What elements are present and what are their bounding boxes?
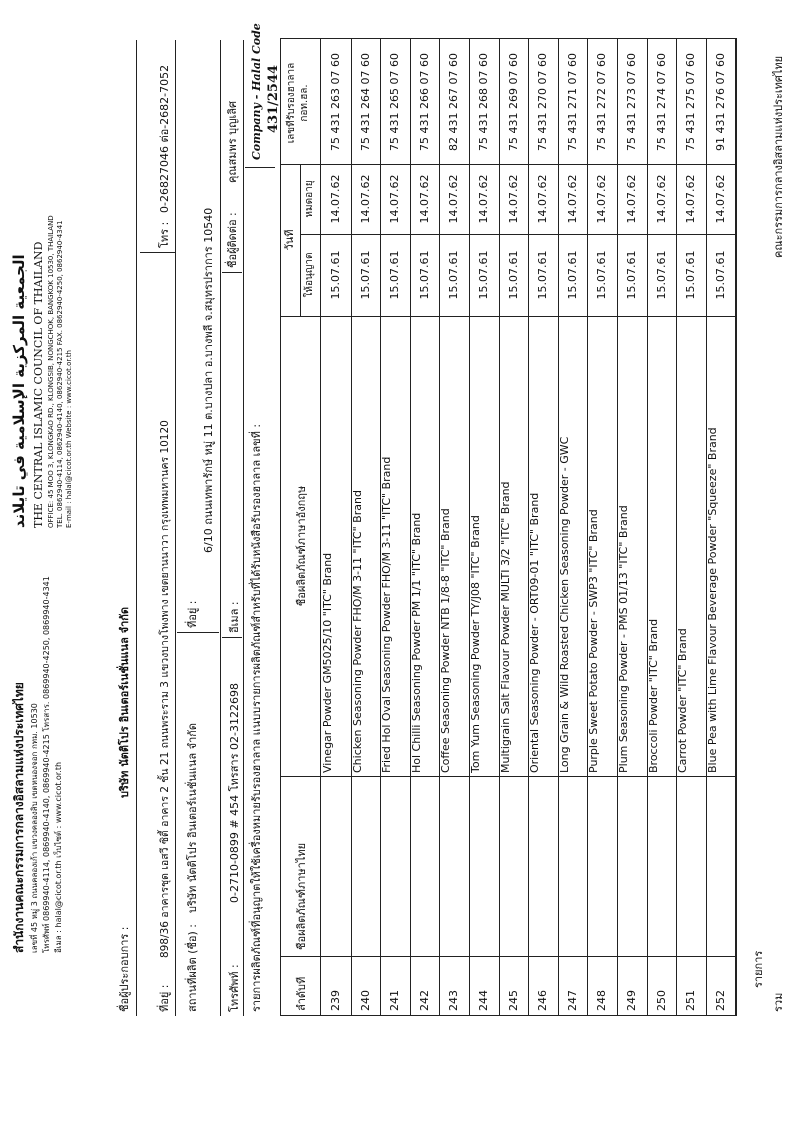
cell-cert-code: 75 431 272 07 60 — [595, 53, 609, 151]
table-row — [676, 39, 707, 1015]
col-header-expire: หมดอายุ — [304, 180, 315, 218]
cell-name-en: Vinegar Powder GM5025/10 "ITC" Brand — [321, 552, 334, 773]
cell-cert-code: 75 431 273 07 60 — [625, 53, 638, 151]
cell-expire: 14.07.62 — [684, 174, 698, 224]
cell-approved: 15.07.61 — [565, 250, 579, 300]
office-web-thai: อีเมล : halal@cicot.or.th เว็บไซต์ : www.cicot.or.th — [54, 761, 63, 953]
cell-name-en: Carrot Powder "ITC" Brand — [676, 628, 690, 773]
applicant-label: ชื่อผู้ประกอบการ : — [118, 926, 131, 1012]
table-row — [499, 39, 530, 1015]
office-name-en: THE CENTRAL ISLAMIC COUNCIL OF THAILAND — [32, 241, 45, 528]
cell-no: 246 — [536, 990, 550, 1011]
cell-no: 244 — [477, 990, 490, 1011]
cell-expire: 14.07.62 — [447, 174, 461, 224]
cell-name-en: Plum Seasoning Powder - PMS 01/13 "ITC" Brand — [617, 505, 630, 773]
cell-no: 252 — [713, 990, 727, 1011]
office-address-thai: เลขที่ 45 หมู่ 3 ถนนคลองเก้า แขวงคลองสิบ เขตหนองจอก กทม. 10530 — [30, 703, 39, 953]
col-header-name-thai: ชื่อผลิตภัณฑ์ภาษาไทย — [295, 842, 308, 950]
cell-no: 240 — [358, 990, 372, 1011]
cell-name-en: Chicken Seasoning Powder FHO/M 3-11 "ITC" Brand — [350, 490, 364, 773]
cell-cert-code: 75 431 274 07 60 — [654, 53, 668, 151]
col-header-no: ลำดับที่ — [295, 976, 308, 1011]
table-row — [558, 39, 589, 1015]
cell-no: 251 — [684, 990, 698, 1011]
table-row — [351, 39, 382, 1015]
office-phone-thai: โทรศัพท์ 0869940-4114, 0869940-4140, 0869940-4215 โทรสาร. 0869940-4250, 0869940-4341 — [42, 576, 51, 953]
cell-approved: 15.07.61 — [388, 250, 402, 300]
cell-name-en: Hol Chilli Seasoning Powder PM 1/1 "ITC" Brand — [409, 512, 423, 773]
factory-address-label: ที่อยู่ : — [186, 600, 199, 628]
col-header-approved: ให้อนุญาต — [304, 252, 315, 298]
contact-label: ชื่อผู้ติดต่อ : — [226, 212, 239, 268]
cell-no: 241 — [388, 990, 402, 1011]
cell-expire: 14.07.62 — [536, 174, 550, 224]
office-web-en: E-mail : halal@cicot.or.th Website : www.cicot.or.th — [65, 350, 73, 528]
phone-top-value: 0-26827046 ต่อ-2682-7052 — [158, 64, 171, 213]
cell-approved: 15.07.61 — [536, 250, 550, 300]
cell-cert-code: 75 431 265 07 60 — [388, 53, 402, 151]
table-row — [647, 39, 678, 1015]
cell-approved: 15.07.61 — [713, 250, 727, 300]
col-header-name-en: ชื่อผลิตภัณฑ์ภาษาอังกฤษ — [295, 485, 308, 607]
cell-cert-code: 75 431 270 07 60 — [536, 53, 550, 151]
cell-approved: 15.07.61 — [625, 250, 638, 300]
cell-approved: 15.07.61 — [684, 250, 698, 300]
cell-name-en: Purple Sweet Potato Powder - SWP3 "ITC" Brand — [587, 509, 601, 773]
table-row — [587, 39, 618, 1015]
col-header-date: วันที่ — [283, 229, 296, 251]
cell-name-en: Oriental Seasoning Powder - ORT09-01 "ITC" Brand — [528, 492, 542, 773]
table-row — [439, 39, 470, 1015]
cell-no: 249 — [625, 990, 638, 1011]
cell-expire: 14.07.62 — [595, 174, 609, 224]
cell-cert-code: 82 431 267 07 60 — [447, 53, 461, 151]
product-table — [280, 38, 737, 1016]
halal-code-value: 431/2544 — [266, 64, 281, 133]
table-row — [380, 39, 411, 1015]
table-row — [617, 39, 648, 1015]
table-row — [469, 39, 500, 1015]
cell-expire: 14.07.62 — [329, 174, 342, 224]
cell-cert-code: 75 431 263 07 60 — [329, 53, 342, 151]
cell-no: 239 — [329, 990, 342, 1011]
tel-value: 0-2710-0899 # 454 โทรสาร 02-3122698 — [228, 683, 241, 903]
col-header-cert-no: เลขที่รับรองฮาลาล กอท.ฮล. — [286, 62, 310, 144]
cell-name-en: Long Grain & Wild Roasted Chicken Seasoning Powder - GWC — [557, 436, 571, 773]
cell-expire: 14.07.62 — [477, 174, 490, 224]
cell-approved: 15.07.61 — [654, 250, 668, 300]
arabic-calligraphy-logo: الجمعية المركزية الإسلامية في تايلاند — [10, 254, 28, 528]
cell-name-en: Coffee Seasoning Powder NTB 1/8-8 "ITC" Brand — [439, 508, 453, 773]
cell-cert-code: 75 431 275 07 60 — [684, 53, 698, 151]
cell-approved: 15.07.61 — [477, 250, 490, 300]
cell-expire: 14.07.62 — [713, 174, 727, 224]
cell-cert-code: 75 431 268 07 60 — [477, 53, 490, 151]
office-tel-en: TEL. 0862940-4114, 0862940-4140, 0862940-4215 FAX. 0862940-4250, 0862940-4341 — [56, 220, 64, 528]
table-row — [706, 39, 737, 1015]
council-footer: คณะกรรมการกลางอิสลามแห่งประเทศไทย — [772, 55, 785, 258]
cell-no: 250 — [654, 990, 668, 1011]
items-label: รายการ — [752, 950, 765, 988]
cell-no: 242 — [417, 990, 431, 1011]
phone-top-label: โทร : — [158, 221, 171, 248]
contact-value: คุณสมพร บุญเลิศ — [226, 100, 239, 183]
cell-approved: 15.07.61 — [417, 250, 431, 300]
applicant-value: บริษัท นัตติโปร อินเตอร์เนชั่นแนล จำกัด — [118, 606, 131, 798]
table-row — [410, 39, 441, 1015]
cell-cert-code: 75 431 264 07 60 — [358, 53, 372, 151]
cell-expire: 14.07.62 — [506, 174, 520, 224]
office-address-en: OFFICE: 45 MOO 3, KLONGKAO RD., KLONGSIB, NONGCHOK, BANGKOK 10530, THAILAND — [47, 215, 55, 528]
halal-code-title: Company - Halal Code — [250, 23, 263, 160]
table-row — [321, 39, 352, 1015]
cell-no: 247 — [565, 990, 579, 1011]
cell-no: 248 — [595, 990, 609, 1011]
cell-name-en: Blue Pea with Lime Flavour Beverage Powder "Squeeze" Brand — [705, 427, 719, 773]
table-row — [528, 39, 559, 1015]
address-value: 898/36 อาคารชุด เอสวี ซิตี้ อาคาร 2 ชั้น 21 ถนนพระราม 3 แขวงบางโพงพาง เขตยานนาวา กรุงเทพมหานคร 10120 — [159, 420, 171, 958]
factory-value: บริษัท นัตติโปร อินเตอร์เนชั่นแนล จำกัด — [186, 722, 199, 913]
cell-name-en: Fried Hol Oval Seasoning Powder FHO/M 3-11 "ITC" Brand — [380, 456, 394, 773]
cell-name-en: Tom Yum Seasoning Powder TY/J08 "ITC" Brand — [469, 515, 482, 773]
factory-address-value: 6/10 ถนนเทพารักษ์ หมู่ 11 ต.บางปลา อ.บางพลี จ.สมุทรปราการ 10540 — [202, 207, 215, 553]
cell-approved: 15.07.61 — [329, 250, 342, 300]
cell-name-en: Broccoli Powder "ITC" Brand — [646, 618, 660, 773]
cell-cert-code: 75 431 271 07 60 — [565, 53, 579, 151]
list-caption: รายการผลิตภัณฑ์ที่อนุญาตให้ใช้เครื่องหมายรับรองฮาลาล แนบบรายการผลิตภัณฑ์สำหรับที่ได้รับหนังสือรับรองฮาลาล เลขที่ : — [250, 423, 263, 1012]
cell-no: 245 — [506, 990, 520, 1011]
cell-cert-code: 91 431 276 07 60 — [713, 53, 727, 151]
total-label: รวม — [772, 992, 785, 1012]
cell-expire: 14.07.62 — [565, 174, 579, 224]
cell-cert-code: 75 431 269 07 60 — [506, 53, 520, 151]
cell-no: 243 — [447, 990, 461, 1011]
cell-name-en: Multigrain Salt Flavour Powder MULTI 3/2 "ITC" Brand — [498, 481, 512, 773]
cell-approved: 15.07.61 — [447, 250, 461, 300]
cell-approved: 15.07.61 — [358, 250, 372, 300]
address-label: ที่อยู่ : — [158, 984, 171, 1012]
cell-expire: 14.07.62 — [625, 174, 638, 224]
cell-approved: 15.07.61 — [595, 250, 609, 300]
cell-expire: 14.07.62 — [388, 174, 402, 224]
office-name-thai: สำนักงานคณะกรรมการกลางอิสลามแห่งประเทศไทย — [12, 682, 26, 953]
cell-expire: 14.07.62 — [417, 174, 431, 224]
cell-cert-code: 75 431 266 07 60 — [417, 53, 431, 151]
email-label: อีเมล : — [228, 601, 241, 633]
factory-label: สถานที่ผลิต (ชื่อ) : — [186, 923, 199, 1012]
cell-expire: 14.07.62 — [654, 174, 668, 224]
cell-approved: 15.07.61 — [506, 250, 520, 300]
tel-label: โทรศัพท์ : — [228, 964, 241, 1012]
cell-expire: 14.07.62 — [358, 174, 372, 224]
